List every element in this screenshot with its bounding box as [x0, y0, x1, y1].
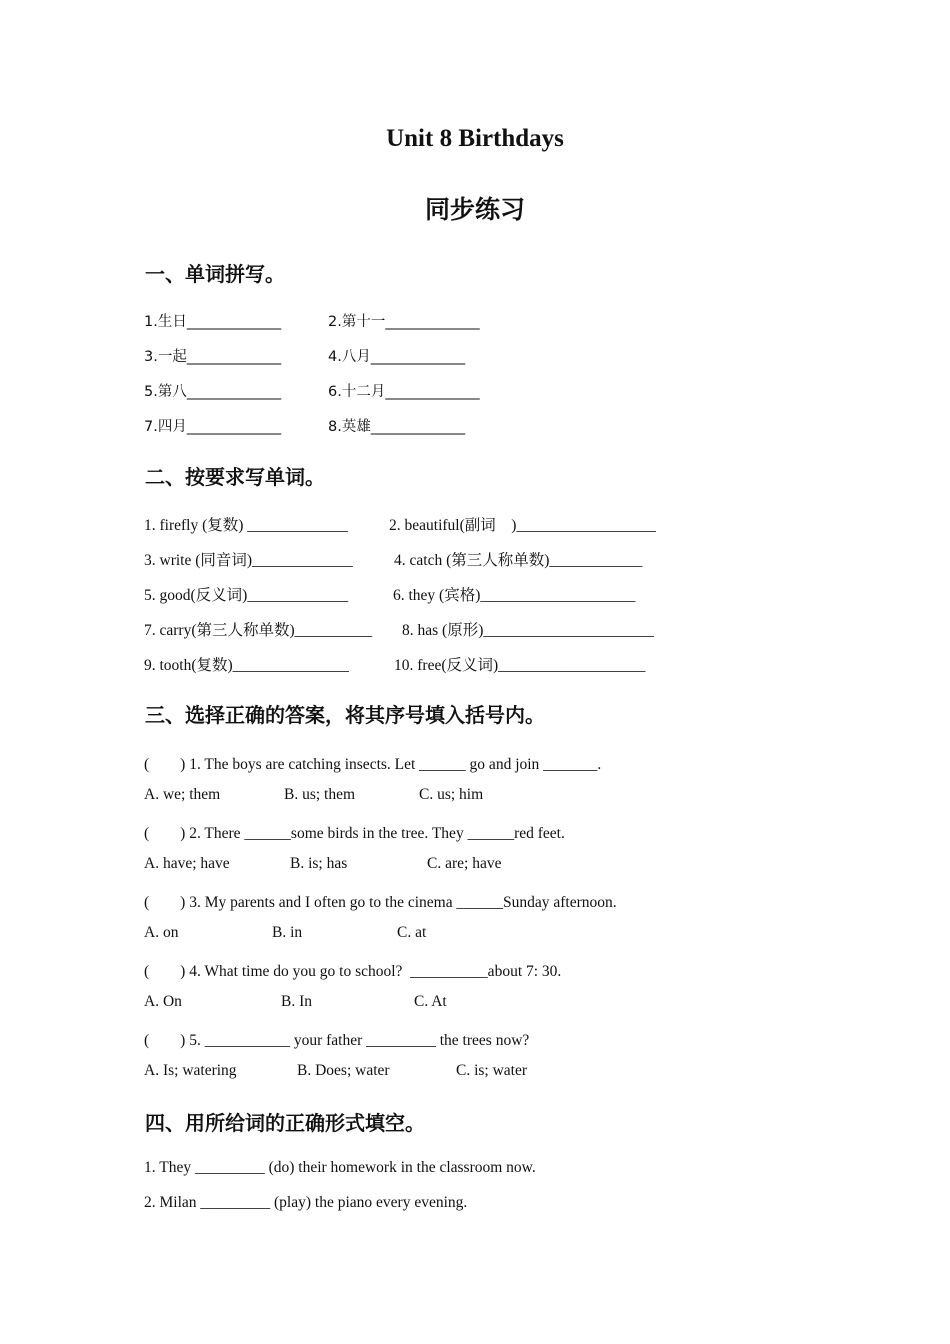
list-item: 3.一起_____________	[144, 349, 282, 365]
list-item: 6. they (宾格)____________________	[393, 587, 636, 604]
list-item: 8.英雄_____________	[328, 419, 466, 435]
list-item: 8. has (原形)______________________	[402, 622, 654, 639]
list-item: 6.十二月_____________	[328, 384, 480, 400]
option-b: B. Does; water	[297, 1062, 390, 1079]
question-1: ( ) 1. The boys are catching insects. Let ______ go and join _______.	[144, 756, 602, 773]
option-b: B. us; them	[284, 786, 356, 803]
question-2: ( ) 2. There ______some birds in the tree. They ______red feet.	[144, 825, 565, 842]
option-a: A. on	[144, 924, 179, 941]
option-c: C. at	[397, 924, 427, 941]
list-item: 7.四月_____________	[144, 419, 282, 435]
list-item: 5.第八_____________	[144, 384, 282, 400]
option-a: A. we; them	[144, 786, 221, 803]
page-subtitle: 同步练习	[424, 195, 525, 224]
option-a: A. have; have	[144, 855, 230, 872]
option-b: B. is; has	[290, 855, 348, 872]
list-item: 5. good(反义词)_____________	[144, 587, 349, 604]
option-c: C. us; him	[419, 786, 484, 803]
section-heading-3: 三、选择正确的答案，将其序号填入括号内。	[145, 703, 545, 727]
option-c: C. are; have	[427, 855, 502, 872]
option-a: A. On	[144, 993, 182, 1010]
list-item: 3. write (同音词)_____________	[144, 552, 353, 569]
question-4: ( ) 4. What time do you go to school? __________about 7: 30.	[144, 963, 562, 980]
list-item: 10. free(反义词)___________________	[394, 657, 646, 674]
list-item: 1.生日_____________	[144, 314, 282, 330]
section-heading-4: 四、用所给词的正确形式填空。	[145, 1111, 425, 1135]
list-item: 4.八月_____________	[328, 349, 466, 365]
option-a: A. Is; watering	[144, 1062, 237, 1079]
section-heading-2: 二、按要求写单词。	[145, 465, 325, 489]
option-c: C. At	[414, 993, 447, 1010]
list-item: 7. carry(第三人称单数)__________	[144, 622, 373, 639]
section-heading-1: 一、单词拼写。	[145, 262, 285, 286]
list-item: 4. catch (第三人称单数)____________	[394, 552, 643, 569]
list-item: 2. Milan _________ (play) the piano every evening.	[144, 1194, 468, 1211]
list-item: 1. firefly (复数) _____________	[144, 517, 349, 534]
list-item: 2. beautiful(副词 )__________________	[389, 517, 656, 534]
question-3: ( ) 3. My parents and I often go to the cinema ______Sunday afternoon.	[144, 894, 617, 911]
option-b: B. in	[272, 924, 303, 941]
page-title: Unit 8 Birthdays	[386, 125, 564, 152]
list-item: 2.第十一_____________	[328, 314, 480, 330]
option-c: C. is; water	[456, 1062, 528, 1079]
question-5: ( ) 5. ___________ your father _________ the trees now?	[144, 1032, 530, 1049]
list-item: 1. They _________ (do) their homework in the classroom now.	[144, 1159, 536, 1176]
option-b: B. In	[281, 993, 312, 1010]
list-item: 9. tooth(复数)_______________	[144, 657, 349, 674]
